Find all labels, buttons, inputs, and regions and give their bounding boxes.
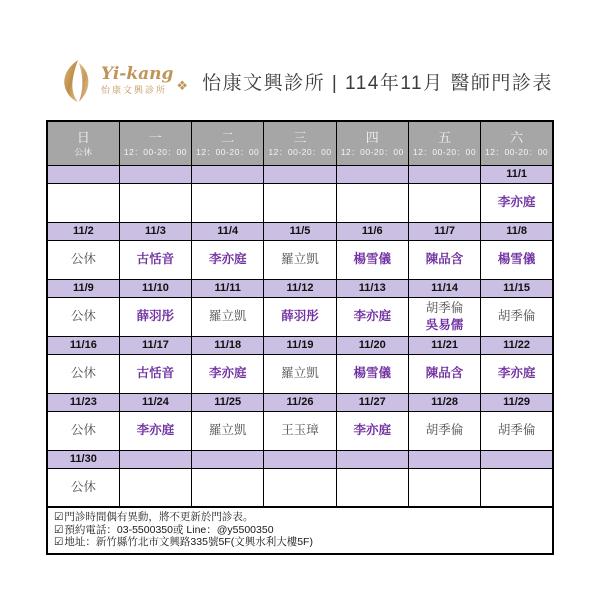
- date-cell: 11/18: [192, 336, 264, 354]
- page-title: 怡康文興診所 | 114年11月 醫師門診表: [202, 72, 553, 94]
- doctor-cell: [408, 297, 480, 336]
- doctor-name: 李亦庭: [353, 423, 392, 438]
- date-cell: [192, 450, 264, 468]
- date-cell: 11/19: [264, 336, 336, 354]
- doctor-row-week-4: [47, 354, 553, 393]
- doctor-cell: [47, 411, 119, 450]
- date-cell: [119, 165, 191, 183]
- doctor-cell: [408, 468, 480, 507]
- doctor-name: 胡季倫: [425, 423, 464, 438]
- date-cell: 11/28: [408, 393, 480, 411]
- footer-note: [54, 524, 546, 537]
- date-row-week-6: [47, 450, 553, 468]
- doctor-name: 楊雪儀: [497, 252, 536, 267]
- doctor-cell: [264, 354, 336, 393]
- doctor-cell: [119, 411, 191, 450]
- doctor-name: 吳易儒: [425, 317, 464, 332]
- date-cell: [119, 450, 191, 468]
- footer-note: [54, 511, 546, 524]
- doctor-name: 李亦庭: [497, 195, 536, 210]
- doctor-cell: [264, 183, 336, 222]
- day-header-1: 一 12：00-20：00: [119, 121, 191, 165]
- day-header-0: 日 公休: [47, 121, 119, 165]
- doctor-row-week-2: [47, 240, 553, 279]
- doctor-cell: [47, 183, 119, 222]
- date-cell: [264, 165, 336, 183]
- day-header-6: 六 12：00-20：00: [481, 121, 553, 165]
- doctor-name: 胡季倫: [497, 423, 536, 438]
- doctor-cell: [264, 468, 336, 507]
- date-cell: 11/10: [119, 279, 191, 297]
- doctor-cell: [47, 297, 119, 336]
- checkbox-icon: ☑: [54, 523, 64, 536]
- doctor-name: 公休: [70, 479, 96, 494]
- doctor-name: 楊雪儀: [353, 366, 392, 381]
- day-header-3: 三 12：00-20：00: [264, 121, 336, 165]
- doctor-cell: [336, 468, 408, 507]
- date-row-week-4: [47, 336, 553, 354]
- checkbox-icon: ☑: [54, 536, 64, 548]
- date-cell: [481, 450, 553, 468]
- date-cell: 11/6: [336, 222, 408, 240]
- doctor-name: 楊雪儀: [353, 252, 392, 267]
- doctor-name: 公休: [70, 309, 96, 324]
- doctor-name: 李亦庭: [353, 309, 392, 324]
- diamond-ornament-icon: ❖: [176, 78, 189, 93]
- doctor-name: 王玉璋: [281, 423, 319, 438]
- date-cell: 11/30: [47, 450, 119, 468]
- schedule-table: [46, 120, 554, 508]
- logo-script-text: Yi-kang: [101, 64, 174, 85]
- doctor-cell: [408, 183, 480, 222]
- doctor-name: 陳品含: [425, 366, 464, 381]
- date-cell: 11/22: [481, 336, 553, 354]
- date-cell: 11/23: [47, 393, 119, 411]
- date-cell: 11/15: [481, 279, 553, 297]
- footer-note: [54, 536, 546, 549]
- logo-leaf-icon: [60, 58, 96, 104]
- doctor-cell: [408, 240, 480, 279]
- footer-note-text: 門診時間偶有異動，將不更新於門診表。: [64, 511, 254, 523]
- doctor-cell: [481, 354, 553, 393]
- day-header-4: 四 12：00-20：00: [336, 121, 408, 165]
- doctor-cell: [336, 183, 408, 222]
- doctor-cell: [192, 297, 264, 336]
- doctor-cell: [481, 183, 553, 222]
- doctor-cell: [336, 411, 408, 450]
- doctor-cell: [336, 297, 408, 336]
- day-header-5: 五 12：00-20：00: [408, 121, 480, 165]
- doctor-name: 李亦庭: [136, 423, 175, 438]
- date-row-week-5: [47, 393, 553, 411]
- date-cell: [336, 165, 408, 183]
- doctor-name: 公休: [70, 423, 96, 438]
- date-cell: 11/1: [481, 165, 553, 183]
- doctor-cell: [47, 354, 119, 393]
- date-cell: 11/25: [192, 393, 264, 411]
- doctor-cell: [408, 411, 480, 450]
- doctor-name: 公休: [70, 366, 96, 381]
- doctor-cell: [47, 468, 119, 507]
- doctor-cell: [192, 468, 264, 507]
- date-cell: 11/17: [119, 336, 191, 354]
- date-cell: [336, 450, 408, 468]
- doctor-name: 羅立凱: [281, 252, 319, 267]
- doctor-name: 古恬音: [136, 252, 175, 267]
- doctor-name: 李亦庭: [497, 366, 536, 381]
- doctor-name: 胡季倫: [497, 309, 536, 324]
- date-cell: 11/29: [481, 393, 553, 411]
- date-cell: [408, 450, 480, 468]
- date-cell: 11/7: [408, 222, 480, 240]
- doctor-cell: [481, 468, 553, 507]
- date-cell: [192, 165, 264, 183]
- doctor-name: 羅立凱: [281, 366, 319, 381]
- date-cell: 11/26: [264, 393, 336, 411]
- doctor-cell: [192, 411, 264, 450]
- doctor-cell: [408, 354, 480, 393]
- clinic-logo: [60, 58, 188, 104]
- doctor-cell: [481, 297, 553, 336]
- doctor-cell: [336, 354, 408, 393]
- doctor-cell: [119, 468, 191, 507]
- date-cell: 11/5: [264, 222, 336, 240]
- doctor-cell: [119, 183, 191, 222]
- doctor-row-week-6: [47, 468, 553, 507]
- doctor-row-week-3: [47, 297, 553, 336]
- doctor-cell: [192, 354, 264, 393]
- doctor-cell: [264, 297, 336, 336]
- doctor-name: 薛羽彤: [136, 309, 175, 324]
- date-cell: 11/9: [47, 279, 119, 297]
- date-cell: 11/3: [119, 222, 191, 240]
- date-cell: 11/14: [408, 279, 480, 297]
- date-cell: 11/24: [119, 393, 191, 411]
- date-row-week-2: [47, 222, 553, 240]
- page-header: [46, 52, 554, 110]
- doctor-cell: [119, 297, 191, 336]
- logo-subtext: 怡康文興診所: [101, 85, 168, 96]
- doctor-name: 羅立凱: [208, 423, 247, 438]
- doctor-cell: [192, 240, 264, 279]
- doctor-row-week-5: [47, 411, 553, 450]
- doctor-name: 李亦庭: [208, 366, 247, 381]
- date-cell: 11/27: [336, 393, 408, 411]
- date-cell: 11/20: [336, 336, 408, 354]
- date-cell: [264, 450, 336, 468]
- date-cell: 11/11: [192, 279, 264, 297]
- footer-note-text: 預約電話：03-5500350或 Line：@y5500350: [64, 523, 274, 536]
- checkbox-icon: ☑: [54, 511, 64, 523]
- date-cell: 11/12: [264, 279, 336, 297]
- doctor-row-week-1: [47, 183, 553, 222]
- doctor-name: 胡季倫: [425, 300, 464, 315]
- doctor-name: 古恬音: [136, 366, 175, 381]
- doctor-cell: [481, 411, 553, 450]
- footer-note-text: 地址：新竹縣竹北市文興路335號5F(文興水利大樓5F): [64, 536, 313, 548]
- doctor-name: 薛羽彤: [281, 309, 319, 324]
- doctor-name: 羅立凱: [208, 309, 247, 324]
- doctor-name: 陳品含: [425, 252, 464, 267]
- day-header-2: 二 12：00-20：00: [192, 121, 264, 165]
- doctor-cell: [336, 240, 408, 279]
- date-row-week-1: [47, 165, 553, 183]
- weekday-header-row: [47, 121, 553, 165]
- date-cell: 11/16: [47, 336, 119, 354]
- doctor-cell: [47, 240, 119, 279]
- date-cell: 11/2: [47, 222, 119, 240]
- doctor-cell: [264, 240, 336, 279]
- schedule-table-body: [47, 121, 553, 507]
- date-cell: 11/4: [192, 222, 264, 240]
- doctor-cell: [192, 183, 264, 222]
- doctor-cell: [119, 354, 191, 393]
- doctor-cell: [264, 411, 336, 450]
- date-cell: 11/8: [481, 222, 553, 240]
- doctor-name: 公休: [70, 252, 96, 267]
- date-cell: [47, 165, 119, 183]
- date-cell: 11/21: [408, 336, 480, 354]
- doctor-name: 李亦庭: [208, 252, 247, 267]
- date-cell: [408, 165, 480, 183]
- date-cell: 11/13: [336, 279, 408, 297]
- logo-text: [101, 66, 173, 95]
- footer-notes: [46, 508, 554, 555]
- doctor-cell: [119, 240, 191, 279]
- doctor-cell: [481, 240, 553, 279]
- date-row-week-3: [47, 279, 553, 297]
